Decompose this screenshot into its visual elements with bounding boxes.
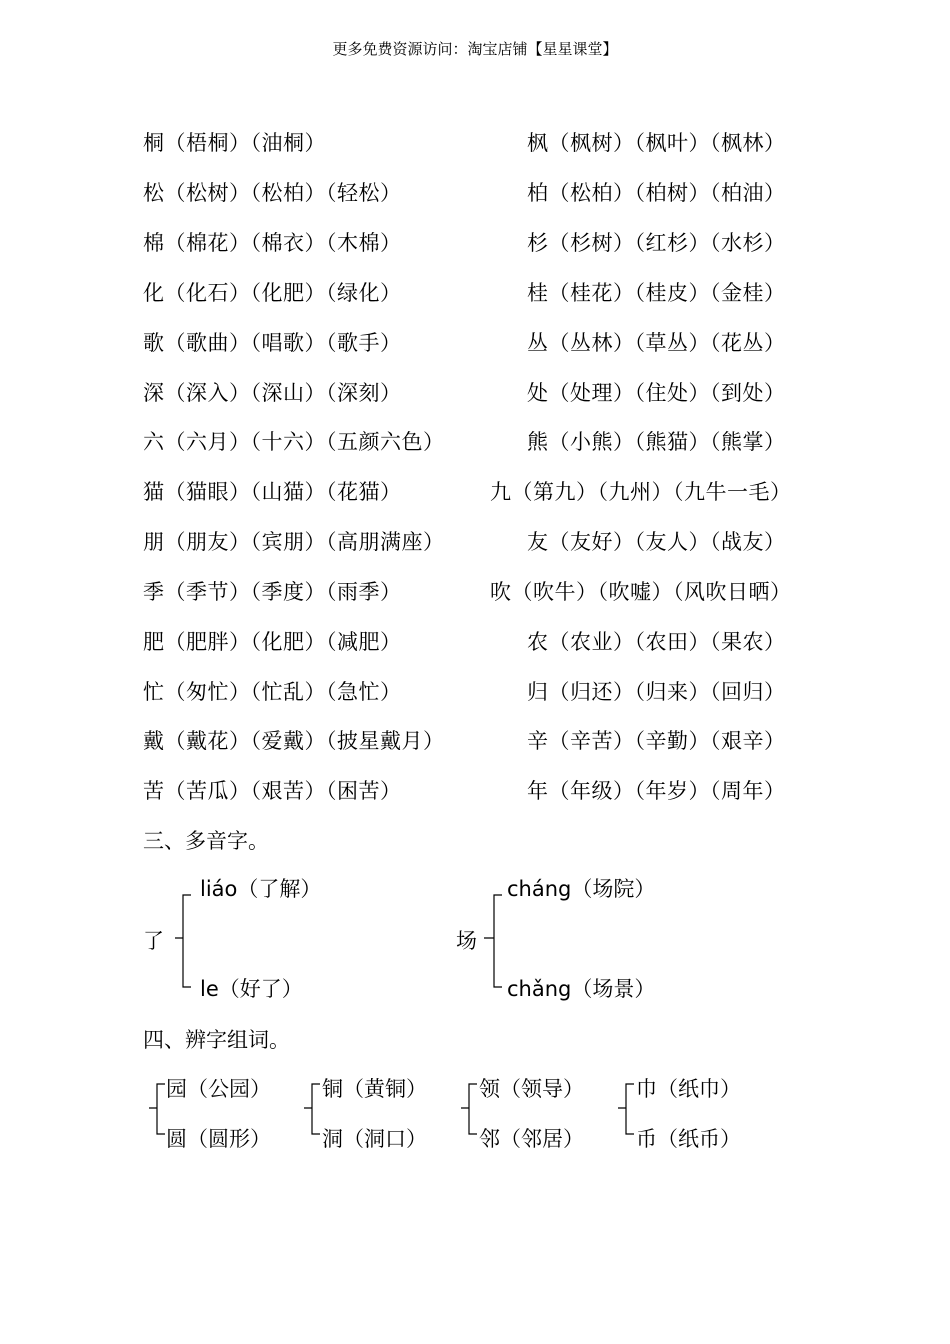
word-row: 九（第九）（九州）（九牛一毛）	[490, 480, 792, 504]
word-row: 农（农业）（农田）（果农）	[527, 630, 786, 654]
polyphone-reading: le（好了）	[200, 977, 303, 1001]
polyphone-reading: liáo（了解）	[200, 877, 322, 901]
word-row: 松（松树）（松柏）（轻松）	[143, 181, 402, 205]
word-row: 归（归还）（归来）（回归）	[527, 680, 786, 704]
polyphone-char: 了	[143, 929, 164, 953]
word-row: 吹（吹牛）（吹嘘）（风吹日晒）	[490, 580, 792, 604]
brace-icon	[614, 1082, 638, 1138]
word-row: 深（深入）（深山）（深刻）	[143, 381, 402, 405]
word-row: 化（化石）（化肥）（绿化）	[143, 281, 402, 305]
brace-icon	[165, 893, 195, 993]
pair-word: 巾（纸巾）	[636, 1077, 741, 1101]
word-row: 辛（辛苦）（辛勤）（艰辛）	[527, 729, 786, 753]
polyphone-char: 场	[456, 929, 477, 953]
word-row: 苦（苦瓜）（艰苦）（困苦）	[143, 779, 402, 803]
pair-word: 圆（圆形）	[166, 1127, 271, 1151]
section-title-distinguish: 四、辨字组词。	[143, 1028, 290, 1052]
pair-word: 币（纸币）	[636, 1127, 741, 1151]
pair-word: 领（领导）	[479, 1077, 584, 1101]
word-row: 友（友好）（友人）（战友）	[527, 530, 786, 554]
brace-icon	[300, 1082, 324, 1138]
word-row: 丛（丛林）（草丛）（花丛）	[527, 331, 786, 355]
word-row: 杉（杉树）（红杉）（水杉）	[527, 231, 786, 255]
brace-icon	[457, 1082, 481, 1138]
polyphone-reading: chǎng（场景）	[507, 977, 656, 1001]
word-row: 棉（棉花）（棉衣）（木棉）	[143, 231, 402, 255]
pair-word: 邻（邻居）	[479, 1127, 584, 1151]
polyphone-reading: cháng（场院）	[507, 877, 656, 901]
brace-icon	[476, 893, 506, 993]
word-row: 处（处理）（住处）（到处）	[527, 381, 786, 405]
word-row: 肥（肥胖）（化肥）（减肥）	[143, 630, 402, 654]
word-row: 桐（梧桐）（油桐）	[143, 131, 326, 155]
word-row: 枫（枫树）（枫叶）（枫林）	[527, 131, 786, 155]
page-header: 更多免费资源访问：淘宝店铺【星星课堂】	[332, 40, 618, 58]
pair-word: 园（公园）	[166, 1077, 271, 1101]
word-row: 季（季节）（季度）（雨季）	[143, 580, 402, 604]
word-row: 柏（松柏）（柏树）（柏油）	[527, 181, 786, 205]
word-row: 六（六月）（十六）（五颜六色）	[143, 430, 445, 454]
pair-word: 铜（黄铜）	[322, 1077, 427, 1101]
word-row: 朋（朋友）（宾朋）（高朋满座）	[143, 530, 445, 554]
word-row: 歌（歌曲）（唱歌）（歌手）	[143, 331, 402, 355]
pair-word: 洞（洞口）	[322, 1127, 427, 1151]
word-row: 戴（戴花）（爱戴）（披星戴月）	[143, 729, 445, 753]
word-row: 猫（猫眼）（山猫）（花猫）	[143, 480, 402, 504]
word-row: 桂（桂花）（桂皮）（金桂）	[527, 281, 786, 305]
section-title-polyphone: 三、多音字。	[143, 829, 269, 853]
word-row: 忙（匆忙）（忙乱）（急忙）	[143, 680, 402, 704]
word-row: 年（年级）（年岁）（周年）	[527, 779, 786, 803]
word-row: 熊（小熊）（熊猫）（熊掌）	[527, 430, 786, 454]
